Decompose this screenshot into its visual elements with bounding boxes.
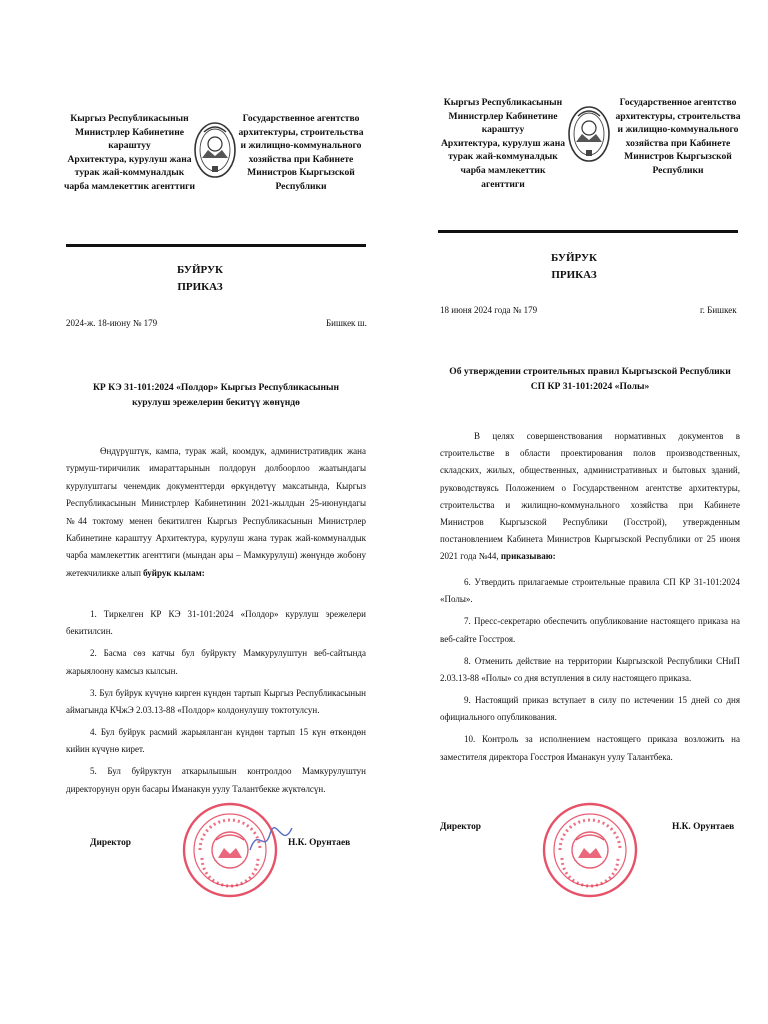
- signer-name: Н.К. Орунтаев: [288, 838, 351, 848]
- order-title-ru: ПРИКАЗ: [177, 281, 223, 293]
- header-agency-kg: Кыргыз Республикасынын Министрлер Кабинетине караштуу Архитектура, курулуш жана турак жай-коммуналдык чарба мамлекеттик агенттиги: [63, 113, 196, 192]
- order-item: 8. Отменить действие на территории Кыргызской Республики СНиП 2.03.13-88 «Полы» со дня вступления в силу настоящего приказа.: [440, 655, 740, 684]
- order-item: 1. Тиркелген КР КЭ 31-101:2024 «Полдор» курулуш эрежелери бекитилсин.: [66, 609, 366, 637]
- order-date-number: 18 июня 2024 года № 179: [440, 305, 538, 315]
- order-title-kg: БУЙРУК: [550, 252, 597, 264]
- order-date-number: 2024-ж. 18-июну № 179: [66, 318, 158, 328]
- document-title: КР КЭ 31-101:2024 «Полдор» Кыргыз Республикасынын курулуш эрежелерин бекитүү жөнүндө: [92, 382, 340, 408]
- main-paragraph-text: В целях совершенствования нормативных документов в строительстве в области проектирования полов производственных, складских, жилых, общественных, административных и бытовых зданий, руководствуясь Положением о Государственном агентстве архитектуры, строительства и жилищно-коммунального хозяйства при Кабинете Министров Кыргызской Республики (Госстрой), утвержденным постановлением Кабинета Министров Кыргызской Республики от 25 июня 2021 года №44,: [440, 431, 740, 562]
- document-russian: [384, 0, 768, 1024]
- order-item: 3. Бул буйрук күчүнө кирген күндөн тартып Кыргыз Республикасынын аймагында КЧжЭ 2.03.13-88 «Полдор» колдонулушу токтотулсун.: [66, 687, 366, 716]
- order-item: 6. Утвердить прилагаемые строительные правила СП КР 31-101:2024 «Полы».: [440, 577, 740, 605]
- main-paragraph: [66, 443, 366, 582]
- signer-name: Н.К. Орунтаев: [672, 822, 735, 832]
- order-items: [66, 606, 366, 803]
- header-divider: [66, 244, 366, 247]
- order-title-kg: БУЙРУК: [176, 264, 223, 276]
- document-title: Об утверждении строительных правил Кыргызской Республики СП КР 31-101:2024 «Полы»: [449, 366, 731, 392]
- order-item: 4. Бул буйрук расмий жарыяланган күндөн тартып 15 күн өткөндөн кийин күчүнө кирет.: [66, 726, 366, 755]
- kyrgyz-emblem-icon: [192, 116, 238, 182]
- main-paragraph: [440, 428, 740, 566]
- header-agency-ru: Государственное агентство архитектуры, строительства и жилищно-коммунального хозяйства при Кабинете Министров Кыргызской Республики: [615, 97, 741, 176]
- order-item: 7. Пресс-секретарю обеспечить опубликование настоящего приказа на веб-сайте Госстроя.: [440, 616, 740, 644]
- order-city: Бишкек ш.: [326, 318, 367, 328]
- header-agency-kg: Кыргыз Республикасынын Министрлер Кабинетине караштуу Архитектура, курулуш жана турак жай-коммуналдык чарба мамлекеттик агенттиги: [440, 97, 566, 190]
- order-item: 10. Контроль за исполнением настоящего приказа возложить на заместителя директора Госстроя Иманакун уулу Талантбека.: [440, 734, 740, 762]
- directive-phrase: приказываю:: [500, 551, 556, 562]
- order-city: г. Бишкек: [700, 305, 737, 315]
- header-agency-ru: Государственное агентство архитектуры, строительства и жилищно-коммунального хозяйства при Кабинете Министров Кыргызской Республики: [238, 113, 364, 192]
- order-item: 5. Бул буйруктун аткарылышын контролдоо Мамкурулуштун директорунун орун басары Иманакун уулу Талантбекке жүктөлсүн.: [66, 766, 366, 794]
- order-items: [440, 574, 740, 771]
- directive-phrase: буйрук кылам:: [143, 567, 205, 578]
- main-paragraph-text: Өндүрүштүк, кампа, турак жай, коомдук, административдик жана турмуш-тиричилик имараттарынын полдорун долбоорлоо жаатындагы курулуштагы ченемдик документтерди өркүндөтүү максатында, Кыргыз Республикасынын Министрлер Кабинетинин 2021-жылдын 25-июнундагы №44 токтому менен бекитилген Кыргыз Республикасынын Министрлер Кабинетине караштуу Архитектура, курулуш жана турак жай-коммуналдык чарба мамлекеттик агенттиги (мындан ары – Мамкурулуш) жөнүндө жобону жетекчиликке алып: [66, 446, 366, 578]
- order-title-ru: ПРИКАЗ: [551, 269, 597, 281]
- header-divider: [438, 230, 738, 233]
- kyrgyz-emblem-icon: [566, 100, 612, 166]
- order-item: 2. Басма сөз катчы бул буйрукту Мамкурулуштун веб-сайтында жарыялоону камсыз кылсын.: [66, 648, 366, 676]
- signer-title: Директор: [90, 838, 132, 848]
- order-item: 9. Настоящий приказ вступает в силу по истечении 15 дней со дня официального опубликования.: [440, 694, 740, 723]
- official-seal-stamp: [540, 800, 640, 900]
- signer-title: Директор: [440, 822, 482, 832]
